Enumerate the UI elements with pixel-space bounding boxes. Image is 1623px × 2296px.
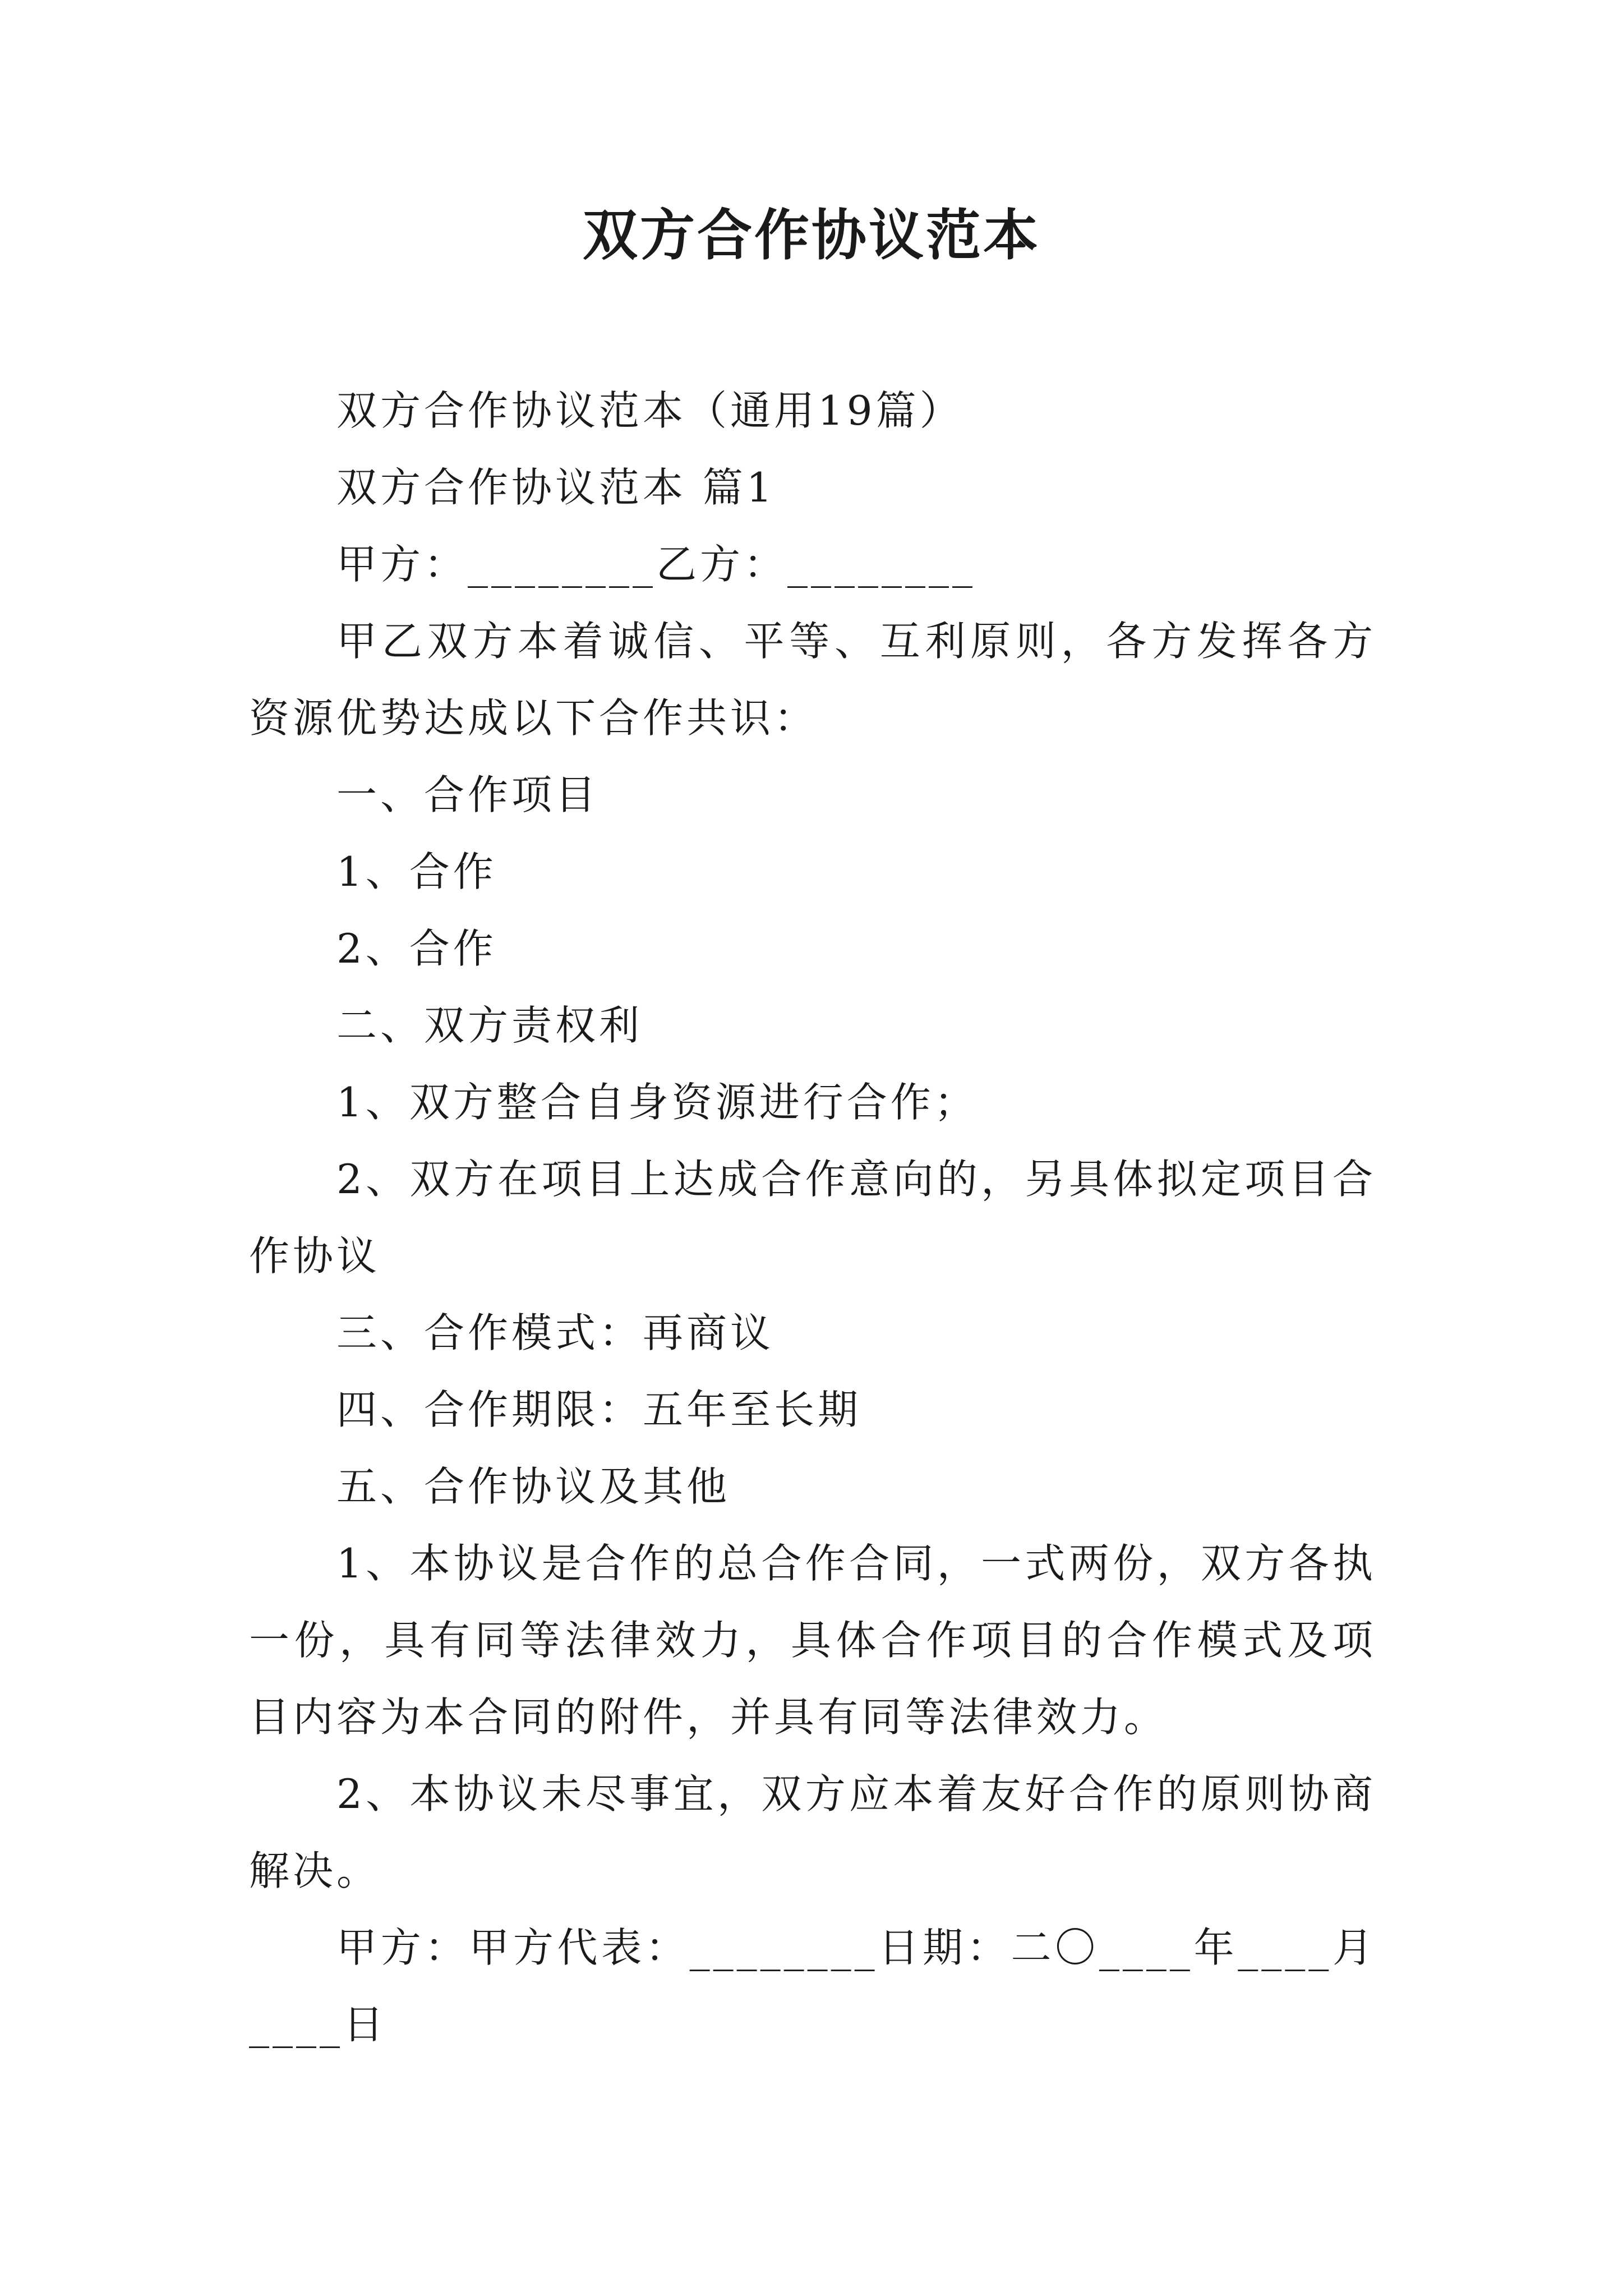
document-title: 双方合作协议范本 (582, 204, 1040, 268)
document-body (249, 372, 1376, 2063)
clause-item: 1、双方整合自身资源进行合作； (336, 1079, 978, 1126)
signature-line: 甲方：甲方代表：________日期：二〇____年____月____日 (249, 1924, 1376, 2048)
clause-heading: 五、合作协议及其他 (336, 1463, 731, 1510)
doc-subtitle: 双方合作协议范本（通用19篇） (336, 387, 963, 434)
party-line: 甲方：________乙方：________ (336, 541, 976, 588)
clause-heading: 二、双方责权利 (336, 1002, 643, 1049)
section-heading: 双方合作协议范本 篇1 (336, 464, 776, 511)
clause-heading: 一、合作项目 (336, 771, 600, 818)
paragraph: 甲乙双方本着诚信、平等、互利原则，各方发挥各方资源优势达成以下合作共识： (249, 618, 1376, 742)
clause-item: 2、双方在项目上达成合作意向的，另具体拟定项目合作协议 (249, 1156, 1376, 1280)
clause-heading: 四、合作期限：五年至长期 (336, 1386, 862, 1433)
clause-item: 2、本协议未尽事宜，双方应本着友好合作的原则协商解决。 (249, 1770, 1376, 1894)
clause-item: 1、本协议是合作的总合作合同，一式两份，双方各执一份，具有同等法律效力，具体合作项目的合作模式及项目内容为本合同的附件，并具有同等法律效力。 (249, 1540, 1376, 1741)
clause-item: 2、合作 (336, 925, 497, 972)
clause-item: 1、合作 (336, 848, 497, 895)
clause-heading: 三、合作模式：再商议 (336, 1309, 774, 1356)
